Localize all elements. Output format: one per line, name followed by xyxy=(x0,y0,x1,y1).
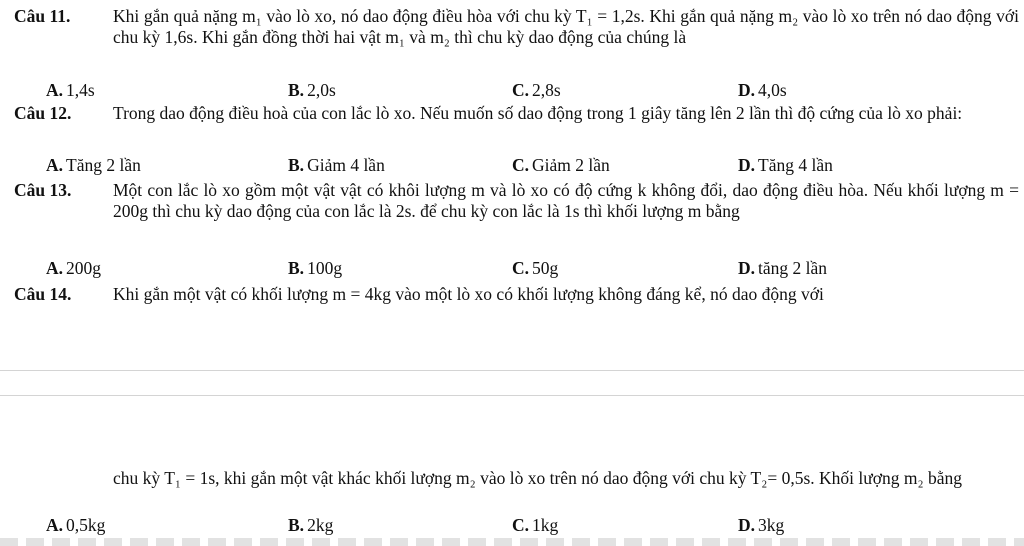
page-gap xyxy=(0,312,1024,446)
options-14 xyxy=(0,515,1024,537)
divider-line xyxy=(0,370,1024,371)
option-c[interactable]: C. Giảm 2 lần xyxy=(512,155,610,175)
question-label: Câu 13. xyxy=(14,180,72,200)
question-label: Câu 14. xyxy=(14,284,72,304)
question-13 xyxy=(14,180,1019,222)
option-a[interactable]: A. 1,4s xyxy=(46,80,95,100)
option-d[interactable]: D. Tăng 4 lần xyxy=(738,155,833,175)
question-label: Câu 11. xyxy=(14,6,71,26)
options-13 xyxy=(0,258,1024,280)
question-14 xyxy=(14,284,1019,305)
question-11 xyxy=(14,6,1019,48)
option-d[interactable]: D. 4,0s xyxy=(738,80,787,100)
divider-line xyxy=(0,395,1024,396)
cut-off-next-line xyxy=(0,538,1024,546)
option-a[interactable]: A. Tăng 2 lần xyxy=(46,155,141,175)
option-c[interactable]: C. 50g xyxy=(512,258,559,278)
options-12 xyxy=(0,155,1024,177)
option-b[interactable]: B. 100g xyxy=(288,258,343,278)
question-text: Trong dao động điều hoà của con lắc lò xo. Nếu muốn số dao động trong 1 giây tăng lên 2 lần thì độ cứng của lò xo phải: xyxy=(113,103,963,123)
question-14-continuation xyxy=(14,468,1019,489)
option-b[interactable]: B. Giảm 4 lần xyxy=(288,155,385,175)
option-a[interactable]: A. 200g xyxy=(46,258,102,278)
question-label: Câu 12. xyxy=(14,103,72,123)
question-text: Khi gắn một vật có khối lượng m = 4kg vào một lò xo có khối lượng không đáng kể, nó dao động với xyxy=(113,284,824,304)
option-d[interactable]: D. 3kg xyxy=(738,515,785,535)
question-text: Một con lắc lò xo gồm một vật vật có khôi lượng m và lò xo có độ cứng k không đổi, dao động điều hòa. Nếu khối lượng m = 200g thì chu kỳ dao động của con lắc là 2s. để chu kỳ con lắc là 1s thì khối lượng m bằng xyxy=(113,180,1019,221)
option-b[interactable]: B. 2,0s xyxy=(288,80,336,100)
options-11 xyxy=(0,80,1024,102)
question-text-continued: chu kỳ T₁ = 1s, khi gắn một vật khác khối lượng m₂ vào lò xo trên nó dao động với chu kỳ T₂= 0,5s. Khối lượng m₂ bằng xyxy=(113,468,962,488)
question-text: Khi gắn quả nặng m₁ vào lò xo, nó dao động điều hòa với chu kỳ T₁ = 1,2s. Khi gắn quả nặng m₂ vào lò xo trên nó dao động với chu kỳ 1,6s. Khi gắn đồng thời hai vật m₁ và m₂ thì chu kỳ dao động của chúng là xyxy=(113,6,1019,47)
option-c[interactable]: C. 2,8s xyxy=(512,80,561,100)
question-12 xyxy=(14,103,1019,124)
option-c[interactable]: C. 1kg xyxy=(512,515,559,535)
option-d[interactable]: D. tăng 2 lần xyxy=(738,258,828,278)
option-a[interactable]: A. 0,5kg xyxy=(46,515,106,535)
option-b[interactable]: B. 2kg xyxy=(288,515,334,535)
